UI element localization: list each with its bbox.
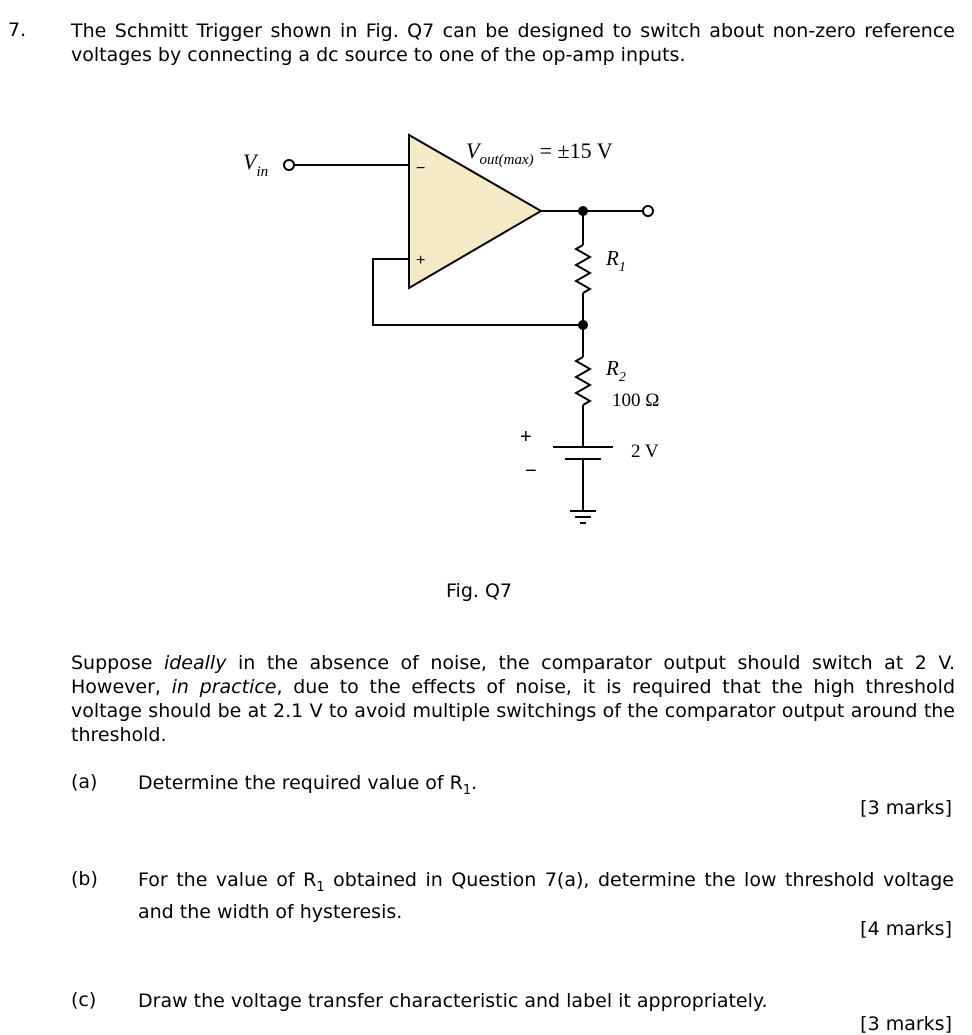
output-node	[578, 206, 588, 216]
part-a-marks: [3 marks]	[860, 797, 952, 819]
vout-main: V	[466, 138, 480, 163]
r2-value: 100 Ω	[612, 390, 660, 411]
part-c-marks: [3 marks]	[860, 1013, 952, 1035]
r2-label	[605, 356, 626, 385]
r2-main: R	[606, 356, 619, 380]
context-text-2: in the absence of noise, the comparator output should switch at 2 V. However,	[71, 652, 955, 698]
r1-sub: 1	[618, 260, 626, 275]
part-b-marks: [4 marks]	[860, 918, 952, 940]
opamp-plus-sign: +	[416, 252, 426, 269]
feedback-node	[578, 320, 588, 330]
context-emphasis-ideally: ideally	[163, 652, 227, 674]
question-stem: The Schmitt Trigger shown in Fig. Q7 can be designed to switch about non-zero reference voltages by connecting a dc source to one of the op-amp inputs.	[71, 20, 955, 66]
part-a-text-pre: Determine the required value of R	[138, 772, 463, 794]
schmitt-trigger-circuit	[230, 125, 690, 545]
part-a-subscript: 1	[462, 782, 472, 798]
context-text-3: , due to the effects of noise, it is required that the high threshold voltage should be at 2.1 V to avoid multiple switchings of the comparator output around the threshold.	[71, 676, 956, 746]
vout-sub: out(max)	[479, 152, 534, 168]
part-b-text-post: obtained in Question 7(a), determine the low threshold voltage and the width of hysteresis.	[138, 869, 954, 923]
figure-caption: Fig. Q7	[446, 580, 513, 602]
part-c-label: (c)	[71, 989, 97, 1011]
vout-label	[466, 138, 613, 168]
source-value: 2 V	[631, 441, 659, 462]
context-paragraph	[71, 651, 955, 747]
part-b-text-pre: For the value of R	[138, 869, 317, 891]
question-number: 7.	[8, 19, 27, 41]
context-text-1: Suppose	[71, 652, 164, 674]
vin-label	[243, 149, 268, 180]
vin-main: V	[243, 149, 257, 174]
r1-resistor	[576, 245, 590, 293]
part-b-text	[138, 868, 954, 924]
vin-sub: in	[256, 164, 269, 180]
part-a-label: (a)	[71, 771, 98, 793]
part-b-subscript: 1	[316, 879, 325, 895]
context-emphasis-in-practice: in practice	[171, 676, 277, 698]
r2-resistor	[576, 357, 590, 405]
part-b-label: (b)	[71, 868, 98, 890]
opamp-minus-sign: −	[416, 160, 426, 177]
feedback-wire	[373, 259, 583, 325]
vin-terminal	[284, 160, 294, 170]
r1-label	[605, 246, 626, 275]
part-a-text-post: .	[471, 772, 478, 794]
source-minus-sign: −	[525, 460, 537, 482]
source-plus-sign: +	[520, 426, 532, 448]
part-a-text	[138, 771, 954, 803]
r2-sub: 2	[618, 370, 626, 385]
r1-main: R	[606, 246, 619, 270]
vout-value: = ±15 V	[539, 138, 613, 163]
vout-terminal	[643, 206, 653, 216]
part-c-text: Draw the voltage transfer characteristic and label it appropriately.	[138, 990, 768, 1012]
